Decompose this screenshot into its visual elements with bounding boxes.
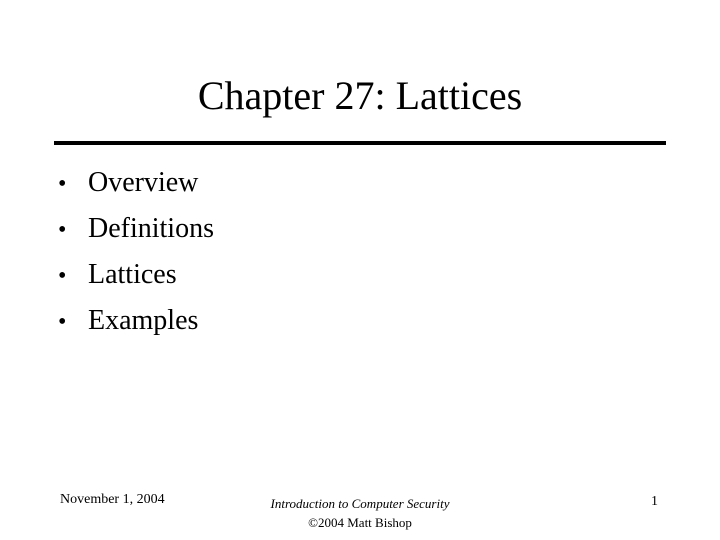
footer-date: November 1, 2004 (60, 492, 165, 507)
bullet-item-examples (58, 298, 214, 344)
bullet-text: Definitions (88, 213, 214, 244)
bullet-marker: • (58, 217, 67, 243)
bullet-text: Examples (88, 305, 199, 336)
bullet-marker: • (58, 309, 67, 335)
bullet-item-overview (58, 160, 214, 206)
bullet-marker: • (58, 171, 67, 197)
footer-course-title: Introduction to Computer Security (270, 496, 450, 511)
footer-course-info (210, 494, 510, 532)
title-divider (54, 141, 666, 145)
footer-copyright: ©2004 Matt Bishop (308, 515, 412, 530)
bullet-text: Lattices (88, 259, 177, 290)
bullet-item-definitions (58, 206, 214, 252)
bullet-list (58, 160, 214, 344)
footer-page-number: 1 (651, 494, 658, 509)
bullet-item-lattices (58, 252, 214, 298)
bullet-text: Overview (88, 167, 199, 198)
slide-title: Chapter 27: Lattices (197, 73, 523, 118)
bullet-marker: • (58, 263, 67, 289)
